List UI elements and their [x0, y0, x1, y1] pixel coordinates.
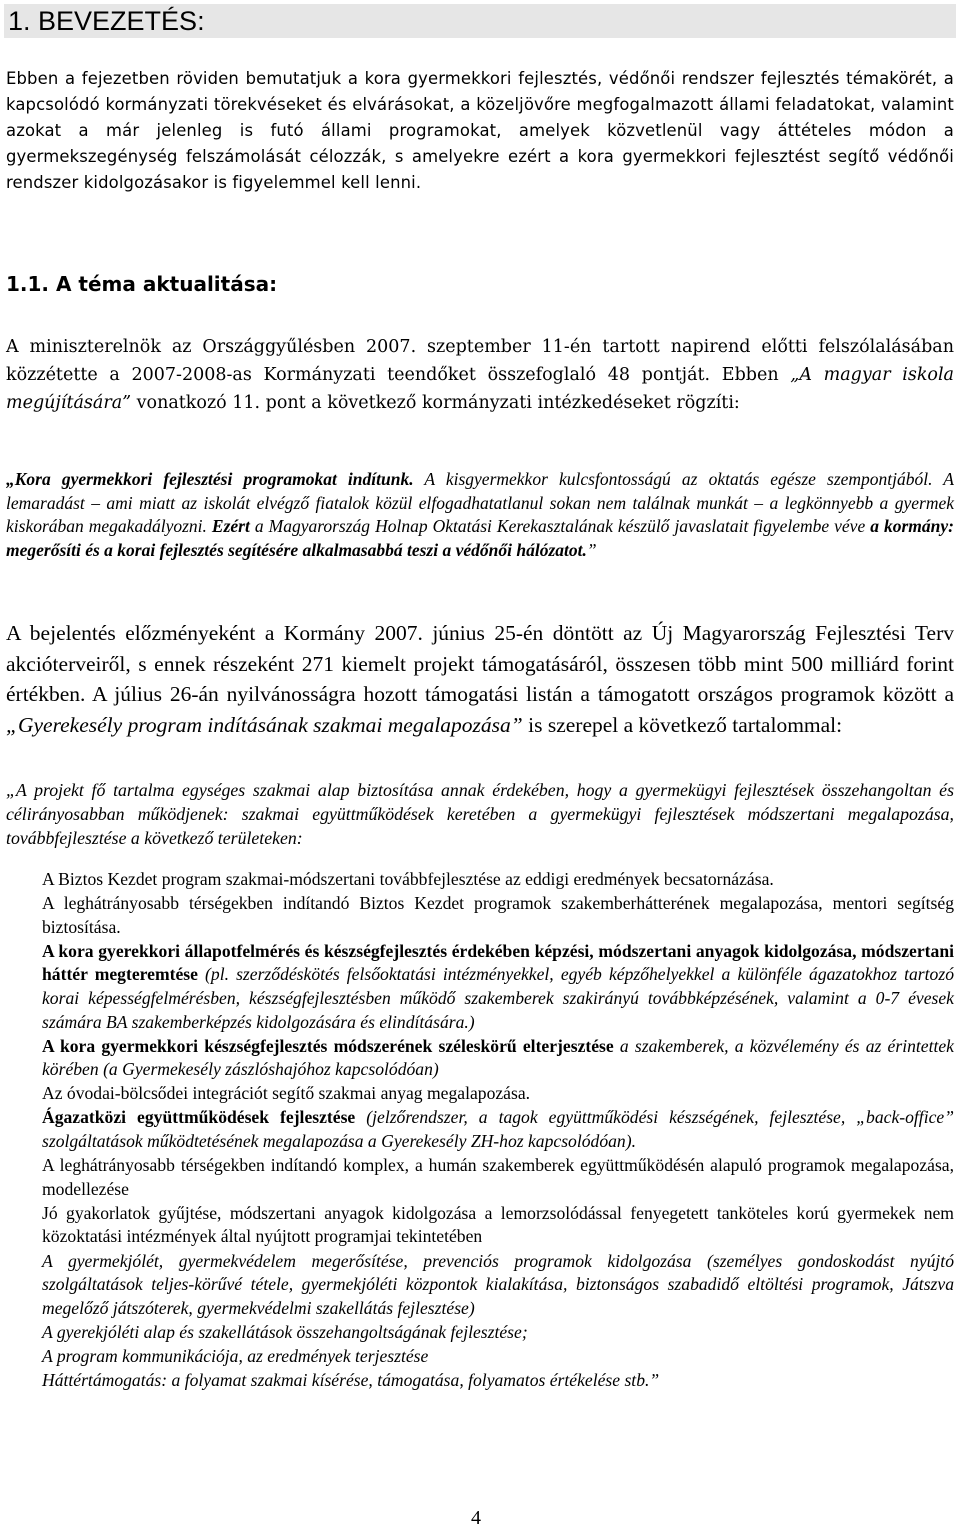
page-number: 4 — [471, 1507, 481, 1529]
list-item: A kora gyermekkori készségfejlesztés módszerének széleskörű elterjesztése a szakemberek, a közvélemény és az érintettek körében (a Gyermekesély zászlóshajóhoz kapcsolódóan) — [42, 1035, 954, 1080]
list-item: A gyermekjólét, gyermekvédelem megerősítése, prevenciós programok kidolgozása (személyes gondoskodást nyújtó szolgáltatások teljes-körűvé tétele, gyermekjóléti központok kialakítása, biztonságos szabadidő eltöltési programok, Játszva megelőző játszóterek, gyermekvédelmi szakellátás fejlesztése) — [42, 1250, 954, 1318]
paragraph-announcement: A miniszterelnök az Országgyűlésben 2007. szeptember 11-én tartott napirend előtti felszólalásában közzétette a 2007-2008-as Kormányzati teendőket összefoglaló 48 pontját. Ebben „A magyar iskola megújítására” vonatkozó 11. pont a következő kormányzati intézkedéseket rögzíti: — [6, 337, 954, 413]
paragraph-project-content: „A projekt fő tartalma egységes szakmai alap biztosítása annak érdekében, hogy a gyermekügyi fejlesztések összehangoltan és célirányosabban működjenek: szakmai együttműködések keretében a gyermekügyi fejlesztések módszertani megalapozása, továbbfejlesztése a következő területeken: — [6, 780, 954, 848]
list-item: A leghátrányosabb térségekben indítandó Biztos Kezdet programok szakemberhátterének megalapozása, mentori segítség biztosítása. — [42, 893, 954, 937]
section-heading: 1.1. A téma aktualitása: — [6, 272, 278, 296]
chapter-heading-bar — [4, 4, 956, 38]
list-item: Az óvodai-bölcsődei integrációt segítő szakmai anyag megalapozása. — [42, 1083, 531, 1104]
chapter-heading: 1. BEVEZETÉS: — [8, 6, 205, 36]
list-item: Ágazatközi együttműködések fejlesztése (jelzőrendszer, a tagok együttműködési készségének, fejlesztése, „back-office” szolgáltatások működtetésének megalapozása a Gyerekesély ZH-hoz kapcsolódóan). — [42, 1107, 954, 1152]
quote-government-measures: „Kora gyermekkori fejlesztési programokat indítunk. A kisgyermekkor kulcsfontosságú az oktatás egésze szempontjából. A lemaradást – ami miatt az iskolát elvégző fiatalok közül elfogadhatatlanul sokan nem találnak munkát – a legkönnyebb a gyermek kiskorában megakadályozni. Ezért a Magyarország Holnap Oktatási Kerekasztalának készülő javaslatait figyelembe véve a kormány: megerősíti és a korai fejlesztés segítésére alkalmasabbá teszi a védőnői hálózatot.” — [6, 469, 954, 560]
list-item: A gyerekjóléti alap és szakellátások összehangoltságának fejlesztése; — [42, 1321, 528, 1342]
project-area-list — [42, 868, 954, 1393]
list-item: Jó gyakorlatok gyűjtése, módszertani anyagok kidolgozása a lemorzsolódással fenyegetett tanköteles korú gyermekek nem közoktatási intézmények által nyújtott programjai tekintetében — [42, 1202, 954, 1247]
paragraph-development-plan: A bejelentés előzményeként a Kormány 2007. június 25-én döntött az Új Magyarország Fejlesztési Terv akcióterveiről, s ennek részeként 271 kiemelt projekt támogatásáról, összesen több mint 500 milliárd forint értékben. A július 26-án nyilvánosságra hozott támogatási listán a támogatott országos programok között a „Gyerekesély program indításának szakmai megalapozása” is szerepel a következő tartalommal: — [6, 621, 954, 737]
list-item: Háttértámogatás: a folyamat szakmai kísérése, támogatása, folyamatos értékelése stb.” — [42, 1369, 660, 1390]
list-item: A leghátrányosabb térségekben indítandó komplex, a humán szakemberek együttműködésén alapuló programok megalapozása, modellezése — [42, 1155, 954, 1199]
list-item: A kora gyerekkori állapotfelmérés és készségfejlesztés érdekében képzési, módszertani anyagok kidolgozása, módszertani háttér megteremtése (pl. szerződéskötés felsőoktatási intézményekkel, egyéb képzőhelyekkel a különféle ágazatokhoz tartozó korai képességfelmérésben, készségfejlesztésben működő szakemberek szakirányú továbbképzésének, valamint a 0-7 évesek számára BA szakemberképzés kidolgozására és elindítására.) — [42, 940, 954, 1032]
intro-paragraph: Ebben a fejezetben röviden bemutatjuk a kora gyermekkori fejlesztés, védőnői rendszer fejlesztés témakörét, a kapcsolódó kormányzati törekvéseket és elvárásokat, a közeljövőre megfogalmazott állami feladatokat, valamint azokat a már jelenleg is futó állami programokat, amelyek közvetlenül vagy áttételes módon a gyermekszegénység felszámolását célozzák, s amelyekre ezért a kora gyermekkori fejlesztést segítő védőnői rendszer kidolgozásakor is figyelemmel kell lenni. — [6, 69, 954, 192]
list-item: A Biztos Kezdet program szakmai-módszertani továbbfejlesztése az eddigi eredmények becsatornázása. — [42, 869, 774, 889]
list-item: A program kommunikációja, az eredmények terjesztése — [42, 1345, 429, 1366]
